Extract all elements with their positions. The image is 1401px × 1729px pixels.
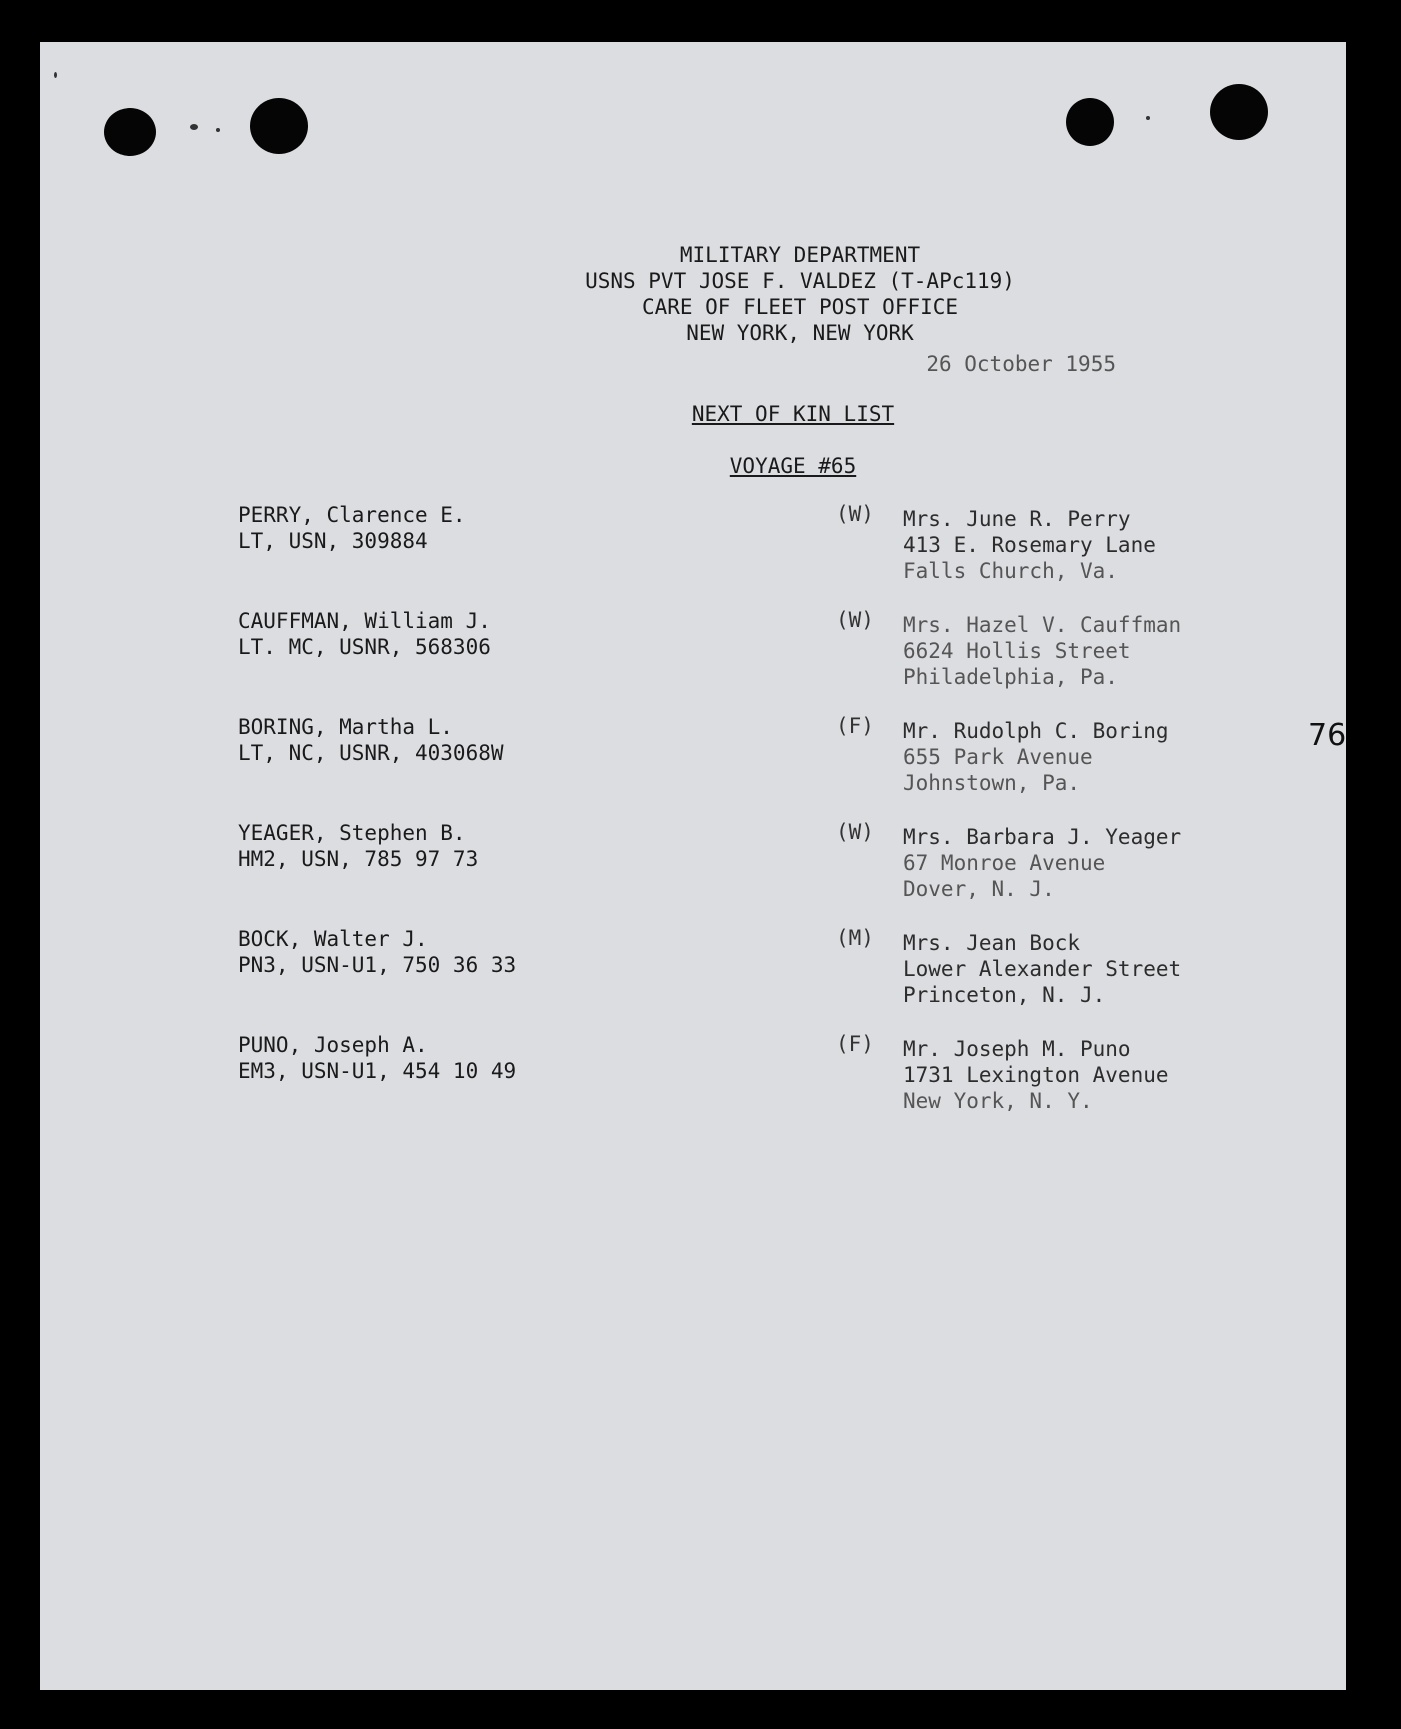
person-rank: HM2, USN, 785 97 73 — [238, 847, 479, 871]
ink-speck — [54, 72, 57, 78]
kin-street: 655 Park Avenue — [903, 745, 1093, 769]
list-item — [238, 926, 1238, 1016]
person-name: BORING, Martha L. — [238, 715, 453, 739]
kin-city: Princeton, N. J. — [903, 983, 1106, 1007]
kin-street: 413 E. Rosemary Lane — [903, 533, 1156, 557]
kin-city: Johnstown, Pa. — [903, 771, 1081, 795]
kin-city: New York, N. Y. — [903, 1089, 1093, 1113]
letterhead-line: MILITARY DEPARTMENT — [679, 243, 921, 267]
ink-speck — [190, 124, 198, 130]
person-rank: PN3, USN-U1, 750 36 33 — [238, 953, 517, 977]
person-rank: EM3, USN-U1, 454 10 49 — [238, 1059, 517, 1083]
list-item — [238, 820, 1238, 910]
kin-street: 67 Monroe Avenue — [903, 851, 1106, 875]
punch-hole-icon — [250, 98, 308, 154]
kin-name: Mrs. June R. Perry — [903, 507, 1131, 531]
kin-name: Mr. Rudolph C. Boring — [903, 719, 1169, 743]
person-name: PUNO, Joseph A. — [238, 1033, 428, 1057]
kin-street: 1731 Lexington Avenue — [903, 1063, 1169, 1087]
ink-speck — [216, 128, 220, 132]
kin-name: Mrs. Jean Bock — [903, 931, 1081, 955]
letterhead-line: NEW YORK, NEW YORK — [686, 321, 914, 345]
kin-street: Lower Alexander Street — [903, 957, 1182, 981]
kin-city: Philadelphia, Pa. — [903, 665, 1118, 689]
kin-city: Dover, N. J. — [903, 877, 1055, 901]
kin-address — [903, 612, 1181, 690]
letterhead-line: USNS PVT JOSE F. VALDEZ (T-APc119) — [585, 269, 1015, 293]
kin-city: Falls Church, Va. — [903, 559, 1118, 583]
list-item — [238, 502, 1238, 592]
relation-code: (F) — [836, 714, 874, 738]
person-name: YEAGER, Stephen B. — [238, 821, 466, 845]
kin-address — [903, 506, 1156, 584]
relation-code: (W) — [836, 502, 874, 526]
person-name: CAUFFMAN, William J. — [238, 609, 491, 633]
kin-address — [903, 1036, 1169, 1114]
kin-address — [903, 718, 1169, 796]
document-page — [40, 42, 1346, 1690]
voyage-title: VOYAGE #65 — [729, 454, 857, 478]
letterhead — [510, 242, 1090, 346]
kin-name: Mrs. Barbara J. Yeager — [903, 825, 1182, 849]
person-name: PERRY, Clarence E. — [238, 503, 466, 527]
kin-name: Mr. Joseph M. Puno — [903, 1037, 1131, 1061]
person-rank: LT. MC, USNR, 568306 — [238, 635, 491, 659]
page-number: 76 — [1308, 718, 1347, 753]
list-item — [238, 1032, 1238, 1122]
punch-hole-icon — [104, 108, 156, 156]
list-item — [238, 714, 1238, 804]
document-date: 26 October 1955 — [926, 352, 1116, 376]
relation-code: (M) — [836, 926, 874, 950]
kin-name: Mrs. Hazel V. Cauffman — [903, 613, 1182, 637]
kin-address — [903, 824, 1181, 902]
relation-code: (F) — [836, 1032, 874, 1056]
person-rank: LT, NC, USNR, 403068W — [238, 741, 504, 765]
letterhead-line: CARE OF FLEET POST OFFICE — [641, 295, 959, 319]
list-item — [238, 608, 1238, 698]
punch-hole-icon — [1066, 98, 1114, 146]
kin-street: 6624 Hollis Street — [903, 639, 1131, 663]
kin-address — [903, 930, 1181, 1008]
relation-code: (W) — [836, 820, 874, 844]
relation-code: (W) — [836, 608, 874, 632]
person-name: BOCK, Walter J. — [238, 927, 428, 951]
person-rank: LT, USN, 309884 — [238, 529, 428, 553]
list-title: NEXT OF KIN LIST — [691, 402, 895, 426]
ink-speck — [1146, 116, 1150, 120]
punch-hole-icon — [1210, 84, 1268, 140]
